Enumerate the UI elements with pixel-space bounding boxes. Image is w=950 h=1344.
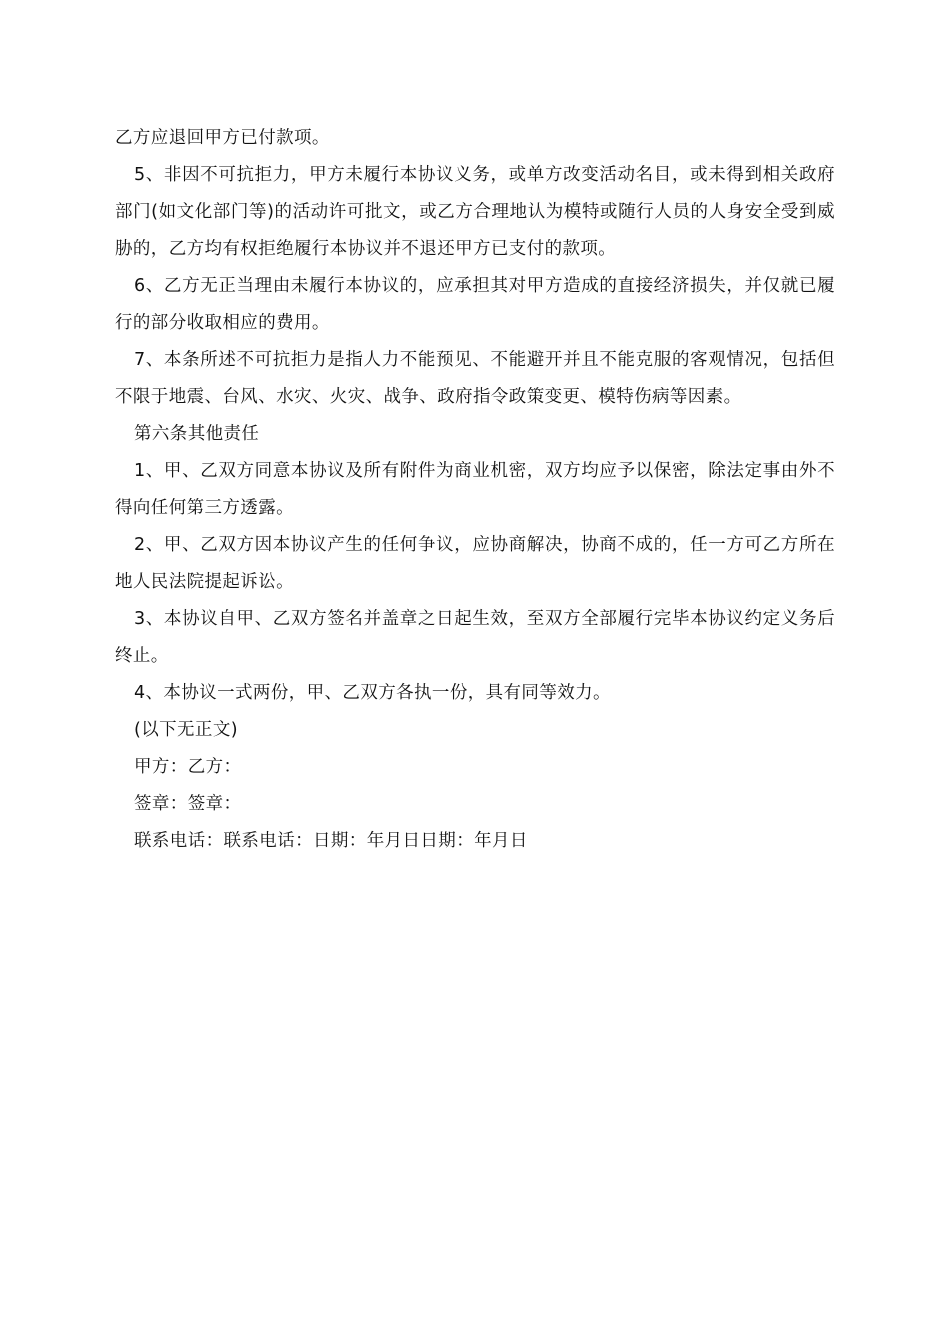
no-further-text-note: (以下无正文) bbox=[134, 720, 238, 740]
paragraph-article6-1: 1、甲、乙双方同意本协议及所有附件为商业机密，双方均应予以保密，除法定事由外不得向任何第三方透露。 bbox=[115, 461, 835, 518]
paragraph-article6-3: 3、本协议自甲、乙双方签名并盖章之日起生效，至双方全部履行完毕本协议约定义务后终止。 bbox=[115, 609, 835, 666]
paragraph-clause-6: 6、乙方无正当理由未履行本协议的，应承担其对甲方造成的直接经济损失，并仅就已履行的部分收取相应的费用。 bbox=[115, 276, 835, 333]
article-six-heading: 第六条其他责任 bbox=[134, 424, 260, 444]
paragraph-article6-4: 4、本协议一式两份，甲、乙双方各执一份，具有同等效力。 bbox=[134, 683, 611, 703]
signature-line: 签章：签章： bbox=[134, 794, 242, 814]
party-names-line: 甲方：乙方： bbox=[134, 757, 242, 777]
paragraph-article6-2: 2、甲、乙双方因本协议产生的任何争议，应协商解决，协商不成的，任一方可乙方所在地人民法院提起诉讼。 bbox=[115, 535, 835, 592]
contact-date-line: 联系电话：联系电话：日期：年月日日期：年月日 bbox=[134, 831, 528, 851]
paragraph-continuation: 乙方应退回甲方已付款项。 bbox=[115, 128, 330, 148]
document-body bbox=[115, 120, 835, 860]
paragraph-clause-5: 5、非因不可抗拒力，甲方未履行本协议义务，或单方改变活动名目，或未得到相关政府部门(如文化部门等)的活动许可批文，或乙方合理地认为模特或随行人员的人身安全受到威胁的，乙方均有权拒绝履行本协议并不退还甲方已支付的款项。 bbox=[115, 165, 835, 259]
paragraph-clause-7: 7、本条所述不可抗拒力是指人力不能预见、不能避开并且不能克服的客观情况，包括但不限于地震、台风、水灾、火灾、战争、政府指令政策变更、模特伤病等因素。 bbox=[115, 350, 835, 407]
